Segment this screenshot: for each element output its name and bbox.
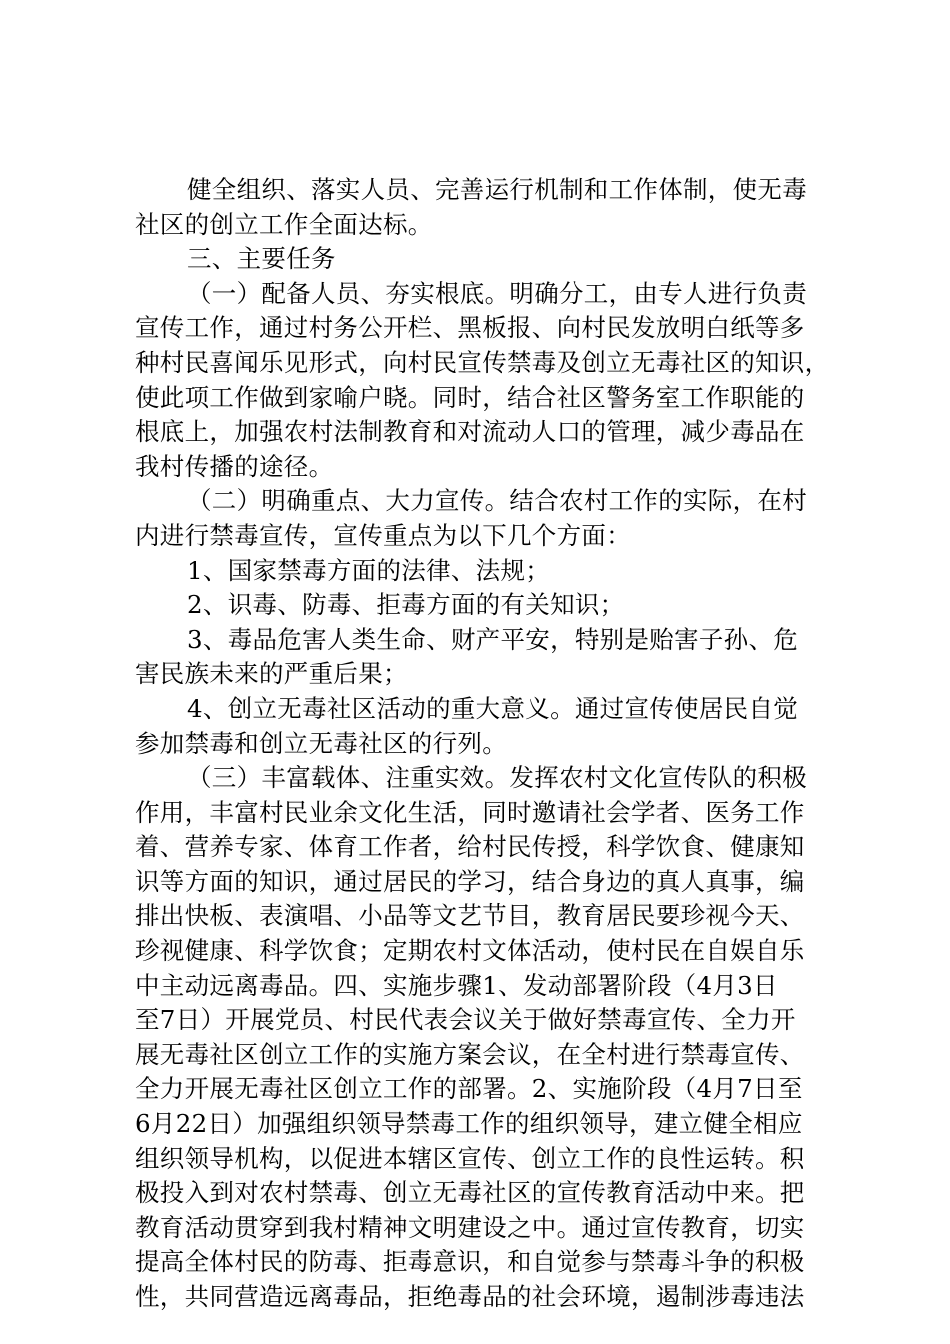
text-line: 排出快板、表演唱、小品等文艺节目，教育居民要珍视今天、: [135, 901, 805, 931]
text-line: 作用，丰富村民业余文化生活，同时邀请社会学者、医务工作: [135, 797, 805, 827]
text-line: 种村民喜闻乐见形式，向村民宣传禁毒及创立无毒社区的知识，: [135, 347, 830, 377]
text-line: 着、营养专家、体育工作者，给村民传授，科学饮食、健康知: [135, 832, 805, 862]
text-line: （一）配备人员、夯实根底。明确分工，由专人进行负责: [187, 278, 807, 308]
text-line: 至7日）开展党员、村民代表会议关于做好禁毒宣传、全力开: [135, 1005, 796, 1035]
document-body-text: [135, 173, 830, 1315]
text-line: 3、毒品危害人类生命、财产平安，特别是贻害子孙、危: [187, 624, 799, 654]
text-line: 识等方面的知识，通过居民的学习，结合身边的真人真事，编: [135, 866, 805, 896]
text-line: 极投入到对农村禁毒、创立无毒社区的宣传教育活动中来。把: [135, 1178, 805, 1208]
text-line: 组织领导机构，以促进本辖区宣传、创立工作的良性运转。积: [135, 1143, 805, 1173]
text-line: （三）丰富载体、注重实效。发挥农村文化宣传队的积极: [187, 763, 807, 793]
text-line: 内进行禁毒宣传，宣传重点为以下几个方面：: [135, 520, 631, 550]
text-line: 1、国家禁毒方面的法律、法规；: [187, 555, 551, 585]
text-line: 三、主要任务: [187, 244, 336, 274]
text-line: （二）明确重点、大力宣传。结合农村工作的实际，在村: [187, 486, 807, 516]
text-line: 性，共同营造远离毒品，拒绝毒品的社会环境，遏制涉毒违法: [135, 1282, 805, 1311]
text-line: 宣传工作，通过村务公开栏、黑板报、向村民发放明白纸等多: [135, 313, 805, 343]
text-line: 我村传播的途径。: [135, 451, 334, 481]
text-line: 展无毒社区创立工作的实施方案会议，在全村进行禁毒宣传、: [135, 1039, 805, 1069]
text-line: 4、创立无毒社区活动的重大意义。通过宣传使居民自觉: [187, 693, 799, 723]
text-line: 全力开展无毒社区创立工作的部署。2、实施阶段（4月7日至: [135, 1074, 803, 1104]
text-line: 2、识毒、防毒、拒毒方面的有关知识；: [187, 590, 625, 620]
text-line: 6月22日）加强组织领导禁毒工作的组织领导，建立健全相应: [135, 1109, 803, 1139]
text-line: 根底上，加强农村法制教育和对流动人口的管理，减少毒品在: [135, 417, 805, 447]
text-line: 提高全体村民的防毒、拒毒意识，和自觉参与禁毒斗争的积极: [135, 1247, 805, 1277]
text-line: 害民族未来的严重后果；: [135, 659, 408, 689]
text-line: 中主动远离毒品。四、实施步骤1、发动部署阶段（4月3日: [135, 970, 778, 1000]
text-line: 社区的创立工作全面达标。: [135, 209, 433, 239]
text-line: 健全组织、落实人员、完善运行机制和工作体制，使无毒: [187, 175, 807, 204]
text-line: 参加禁毒和创立无毒社区的行列。: [135, 728, 507, 758]
text-line: 教育活动贯穿到我村精神文明建设之中。通过宣传教育，切实: [135, 1212, 805, 1242]
text-line: 珍视健康、科学饮食；定期农村文体活动，使村民在自娱自乐: [135, 936, 805, 966]
text-line: 使此项工作做到家喻户晓。同时，结合社区警务室工作职能的: [135, 382, 805, 412]
